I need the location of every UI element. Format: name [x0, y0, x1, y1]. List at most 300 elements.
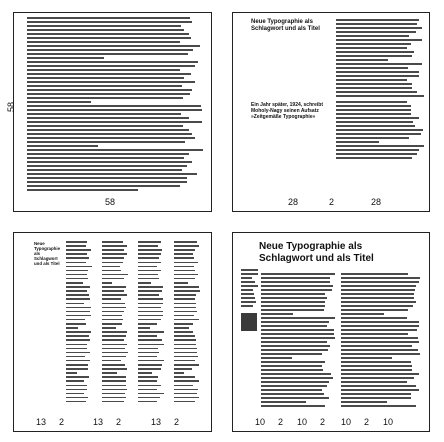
text-line: [27, 177, 187, 179]
text-line: [138, 282, 151, 284]
text-line: [27, 29, 184, 31]
text-line: [261, 349, 328, 351]
text-line: [174, 245, 199, 247]
panel-top-left: [13, 12, 212, 212]
text-line: [336, 105, 411, 107]
tr-heading: Neue Typographie als Schlagwort und als Titel: [251, 19, 320, 32]
text-line: [336, 43, 411, 45]
text-line: [336, 47, 407, 49]
text-line: [174, 356, 198, 358]
text-line: [138, 352, 159, 354]
text-line: [66, 298, 90, 300]
text-line: [261, 297, 327, 299]
text-line: [66, 380, 84, 382]
text-line: [66, 286, 90, 288]
panel-bottom-right: [232, 232, 430, 432]
text-line: [27, 93, 190, 95]
text-line: [174, 307, 196, 309]
text-line: [341, 277, 420, 279]
text-line: [174, 282, 188, 284]
text-line: [138, 360, 164, 362]
text-line: [66, 327, 78, 329]
text-line: [27, 153, 189, 155]
text-line: [174, 249, 195, 251]
text-line: [174, 380, 199, 382]
text-line: [66, 331, 91, 333]
text-line: [102, 257, 124, 259]
text-line: [27, 129, 189, 131]
bl-heading: Neue Typographie als Schlagwort und als Titel: [34, 241, 61, 267]
text-line: [102, 327, 116, 329]
text-line: [102, 253, 127, 255]
text-line: [102, 290, 124, 292]
br-page-number-7: 10: [383, 417, 394, 427]
text-line: [27, 113, 181, 115]
text-line: [27, 165, 187, 167]
text-line: [341, 317, 407, 319]
text-line: [138, 339, 162, 341]
text-line: [341, 405, 416, 407]
text-line: [341, 305, 413, 307]
text-line: [341, 381, 407, 383]
text-line: [336, 59, 388, 61]
text-line: [261, 401, 306, 403]
text-line: [174, 348, 197, 350]
text-line: [341, 361, 411, 363]
text-line: [66, 348, 87, 350]
text-line: [27, 185, 180, 187]
text-line: [336, 27, 422, 29]
text-line: [174, 401, 195, 403]
text-line: [66, 262, 86, 264]
text-line: [336, 153, 417, 155]
text-line: [174, 241, 197, 243]
text-line: [336, 91, 417, 93]
text-line: [27, 181, 187, 183]
br-page-number-4: 2: [320, 417, 326, 427]
text-line: [341, 393, 411, 395]
text-line: [336, 149, 419, 151]
text-line: [102, 249, 124, 251]
text-line: [27, 97, 183, 99]
text-line: [102, 380, 126, 382]
text-line: [27, 89, 192, 91]
text-line: [341, 353, 420, 355]
tr-page-number-right: 28: [371, 197, 382, 207]
text-line: [66, 401, 86, 403]
text-line: [174, 315, 194, 317]
text-line: [27, 145, 98, 147]
text-line: [174, 303, 196, 305]
text-line: [138, 372, 152, 374]
tr-caption-line2: Typographie«: [282, 113, 316, 120]
text-line: [174, 372, 184, 374]
text-line: [261, 369, 323, 371]
text-line: [336, 83, 412, 85]
text-line: [241, 285, 258, 287]
text-line: [341, 293, 414, 295]
text-line: [27, 17, 190, 19]
text-line: [341, 309, 408, 311]
text-line: [138, 380, 157, 382]
text-line: [341, 321, 419, 323]
text-line: [261, 405, 325, 407]
text-line: [66, 385, 87, 387]
text-line: [138, 249, 162, 251]
bl-col-1: [66, 241, 92, 409]
text-line: [336, 129, 423, 131]
text-line: [138, 298, 163, 300]
text-line: [341, 349, 418, 351]
text-line: [341, 289, 415, 291]
text-line: [174, 368, 192, 370]
br-col-2: [341, 273, 421, 411]
text-line: [102, 278, 124, 280]
text-line: [102, 372, 117, 374]
text-line: [27, 137, 195, 139]
tl-side-number: 58: [6, 101, 16, 112]
bl-page-number-3: 13: [93, 417, 104, 427]
br-page-number-5: 10: [341, 417, 352, 427]
text-line: [138, 385, 161, 387]
text-line: [174, 311, 197, 313]
text-line: [341, 301, 416, 303]
text-line: [138, 245, 158, 247]
text-line: [261, 365, 322, 367]
br-page-number-6: 2: [364, 417, 370, 427]
text-line: [261, 361, 325, 363]
text-line: [27, 77, 184, 79]
text-line: [27, 21, 192, 23]
text-line: [138, 344, 164, 346]
text-line: [102, 294, 127, 296]
br-page-number-1: 10: [255, 417, 266, 427]
text-line: [66, 294, 89, 296]
text-line: [27, 105, 201, 107]
text-line: [174, 262, 198, 264]
text-line: [241, 281, 255, 283]
text-line: [138, 397, 160, 399]
text-line: [341, 401, 387, 403]
text-line: [336, 31, 416, 33]
text-line: [261, 313, 293, 315]
text-line: [27, 25, 181, 27]
text-line: [336, 137, 409, 139]
text-line: [174, 257, 194, 259]
tl-page-number: 58: [105, 197, 116, 207]
text-line: [66, 319, 85, 321]
text-line: [27, 141, 185, 143]
text-line: [27, 149, 203, 151]
text-line: [261, 397, 329, 399]
text-line: [27, 121, 202, 123]
text-line: [102, 385, 126, 387]
text-line: [336, 133, 421, 135]
text-line: [27, 173, 197, 175]
text-line: [336, 23, 417, 25]
br-page-number-2: 2: [278, 417, 284, 427]
text-line: [174, 335, 195, 337]
text-line: [102, 348, 125, 350]
text-line: [102, 344, 127, 346]
text-line: [66, 368, 88, 370]
text-line: [138, 401, 157, 403]
text-line: [66, 356, 85, 358]
br-page-number-3: 10: [297, 417, 308, 427]
text-line: [66, 344, 87, 346]
text-line: [261, 381, 329, 383]
text-line: [174, 290, 200, 292]
text-line: [138, 323, 157, 325]
text-line: [27, 169, 182, 171]
text-line: [102, 307, 126, 309]
text-line: [174, 323, 193, 325]
text-line: [66, 323, 86, 325]
text-line: [138, 253, 161, 255]
text-line: [138, 266, 157, 268]
text-line: [66, 307, 91, 309]
text-line: [261, 377, 333, 379]
text-line: [261, 337, 335, 339]
text-line: [336, 117, 419, 119]
text-line: [174, 397, 199, 399]
text-line: [27, 41, 180, 43]
br-image-block: [241, 313, 257, 331]
text-line: [241, 273, 258, 275]
text-line: [341, 281, 419, 283]
text-line: [138, 270, 161, 272]
text-line: [27, 45, 200, 47]
br-col-1: [261, 273, 335, 411]
text-line: [261, 325, 327, 327]
text-line: [27, 125, 183, 127]
text-line: [66, 245, 86, 247]
text-line: [261, 281, 330, 283]
text-line: [336, 67, 408, 69]
text-line: [341, 377, 414, 379]
text-line: [66, 397, 88, 399]
text-line: [66, 360, 90, 362]
text-line: [102, 331, 127, 333]
text-line: [261, 305, 325, 307]
text-line: [261, 357, 292, 359]
text-line: [66, 376, 89, 378]
text-line: [174, 364, 199, 366]
text-line: [261, 385, 327, 387]
text-line: [138, 278, 159, 280]
bl-col-2: [102, 241, 128, 409]
text-line: [174, 327, 189, 329]
text-line: [174, 376, 195, 378]
text-line: [261, 329, 334, 331]
panel-top-right: [232, 12, 430, 212]
text-line: [66, 339, 90, 341]
text-line: [261, 341, 327, 343]
text-line: [138, 319, 161, 321]
text-line: [341, 357, 392, 359]
text-line: [102, 241, 123, 243]
text-line: [261, 333, 334, 335]
text-line: [341, 369, 412, 371]
text-line: [102, 339, 124, 341]
text-line: [102, 319, 123, 321]
text-line: [261, 289, 332, 291]
text-line: [66, 253, 87, 255]
text-line: [336, 109, 411, 111]
text-line: [102, 389, 127, 391]
tr-col-right-lower: [336, 101, 424, 165]
text-line: [341, 341, 419, 343]
text-line: [261, 301, 325, 303]
text-line: [261, 373, 331, 375]
text-line: [66, 372, 77, 374]
text-line: [174, 393, 197, 395]
text-line: [336, 63, 422, 65]
text-line: [27, 49, 193, 51]
br-heading: Neue Typographie als Schlagwort und als Titel: [259, 241, 374, 264]
tr-col-right: [336, 19, 424, 99]
text-line: [102, 368, 127, 370]
text-line: [336, 55, 412, 57]
text-line: [336, 157, 412, 159]
text-line: [336, 113, 411, 115]
bl-col-4: [174, 241, 200, 409]
text-line: [66, 290, 87, 292]
text-line: [66, 282, 83, 284]
text-line: [138, 286, 163, 288]
text-line: [261, 309, 324, 311]
bl-page-number-2: 2: [59, 417, 65, 427]
text-line: [138, 356, 157, 358]
text-line: [27, 53, 188, 55]
panel-bottom-left: [13, 232, 212, 432]
bl-page-number-5: 13: [151, 417, 162, 427]
text-line: [66, 270, 88, 272]
text-line: [102, 245, 127, 247]
text-line: [174, 286, 199, 288]
text-line: [174, 266, 194, 268]
text-line: [261, 293, 325, 295]
text-line: [174, 344, 196, 346]
tr-page-number-mid: 2: [329, 197, 335, 207]
text-line: [138, 331, 164, 333]
text-line: [174, 331, 193, 333]
text-line: [341, 333, 408, 335]
text-line: [27, 189, 138, 191]
text-line: [102, 352, 128, 354]
text-line: [27, 161, 192, 163]
text-line: [102, 376, 126, 378]
text-line: [66, 241, 87, 243]
text-line: [138, 376, 158, 378]
text-line: [138, 257, 159, 259]
text-line: [138, 294, 159, 296]
text-line: [174, 253, 193, 255]
text-line: [341, 285, 416, 287]
text-line: [102, 262, 123, 264]
text-line: [102, 311, 124, 313]
text-line: [341, 313, 384, 315]
text-line: [102, 303, 125, 305]
text-line: [138, 335, 157, 337]
text-line: [102, 298, 121, 300]
text-line: [27, 33, 189, 35]
text-line: [27, 73, 191, 75]
text-line: [336, 101, 407, 103]
text-line: [341, 365, 412, 367]
text-line: [336, 75, 419, 77]
text-line: [66, 274, 87, 276]
text-line: [102, 360, 121, 362]
text-line: [341, 337, 418, 339]
text-line: [261, 277, 330, 279]
text-line: [261, 353, 322, 355]
text-line: [102, 282, 112, 284]
text-line: [341, 325, 419, 327]
text-line: [261, 317, 335, 319]
text-line: [138, 348, 158, 350]
text-line: [66, 352, 90, 354]
text-line: [27, 65, 195, 67]
text-line: [27, 69, 180, 71]
text-line: [102, 356, 126, 358]
text-line: [102, 315, 122, 317]
text-line: [241, 269, 258, 271]
text-line: [138, 315, 163, 317]
text-line: [66, 278, 88, 280]
text-line: [341, 385, 416, 387]
text-line: [336, 79, 407, 81]
text-line: [341, 297, 414, 299]
text-line: [336, 141, 379, 143]
text-line: [241, 277, 252, 279]
text-line: [66, 311, 90, 313]
text-line: [336, 121, 413, 123]
text-line: [261, 273, 335, 275]
text-line: [174, 360, 195, 362]
text-line: [336, 39, 422, 41]
bl-page-number-4: 2: [116, 417, 122, 427]
text-line: [174, 278, 195, 280]
text-line: [336, 71, 419, 73]
text-line: [261, 321, 329, 323]
text-line: [102, 335, 126, 337]
text-line: [66, 266, 92, 268]
text-line: [102, 393, 125, 395]
text-line: [241, 289, 253, 291]
text-line: [102, 270, 121, 272]
text-line: [102, 266, 120, 268]
text-line: [138, 303, 163, 305]
text-line: [261, 393, 324, 395]
text-line: [336, 35, 409, 37]
text-line: [336, 51, 414, 53]
text-line: [138, 307, 161, 309]
text-line: [138, 262, 161, 264]
text-line: [341, 389, 419, 391]
text-line: [138, 274, 158, 276]
text-line: [138, 327, 150, 329]
text-line: [138, 364, 162, 366]
text-line: [102, 397, 126, 399]
text-line: [341, 273, 408, 275]
text-line: [66, 315, 91, 317]
text-line: [66, 303, 84, 305]
text-line: [102, 323, 122, 325]
bl-col-3: [138, 241, 164, 409]
text-line: [241, 305, 253, 307]
text-line: [27, 37, 191, 39]
